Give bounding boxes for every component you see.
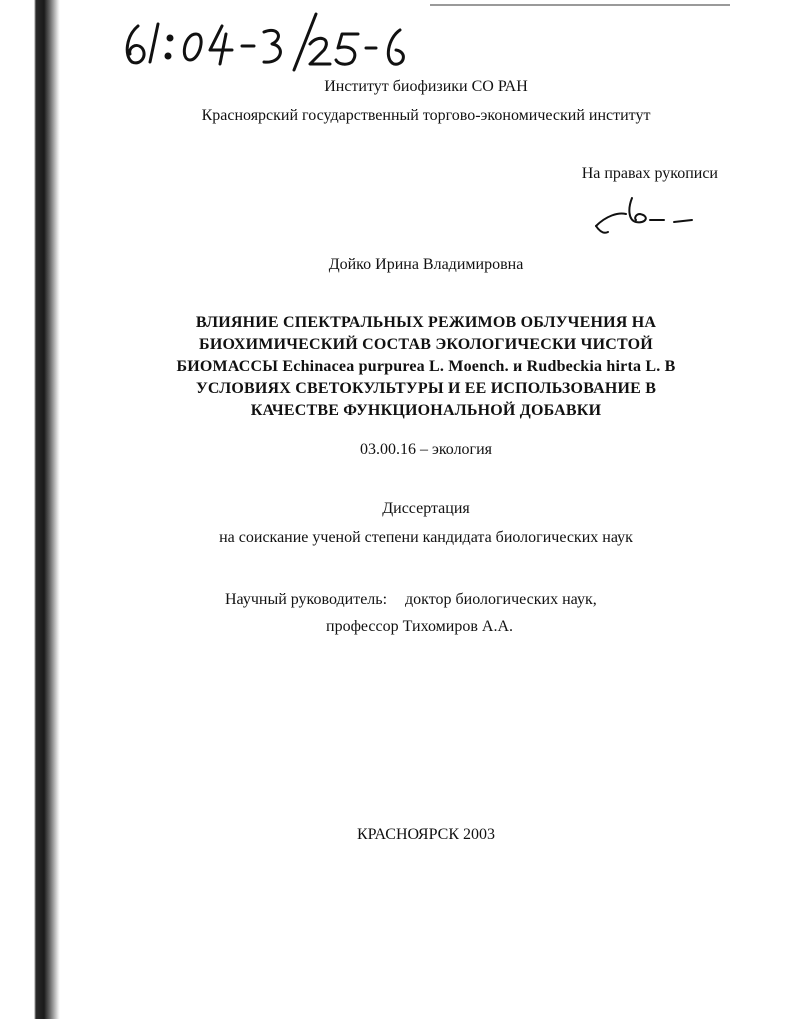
manuscript-rights-label: На правах рукописи — [581, 165, 718, 182]
scan-binding-edge — [0, 0, 60, 1019]
title-line: БИОМАССЫ Echinacea purpurea L. Moench. и Rudbeckia hirta L. В — [176, 358, 676, 375]
title-line: УСЛОВИЯХ СВЕТОКУЛЬТУРЫ И ЕЕ ИСПОЛЬЗОВАНИЕ В — [195, 380, 657, 397]
advisor-name: профессор Тихомиров А.А. — [326, 618, 514, 635]
advisor-degree: доктор биологических наук, — [405, 591, 597, 608]
dissertation-title — [60, 312, 792, 422]
author-name: Дойко Ирина Владимировна — [328, 256, 524, 273]
specialty: 03.00.16 – экология — [359, 441, 493, 458]
degree-line: на соискание ученой степени кандидата биологических наук — [219, 529, 633, 546]
institution-2: Красноярский государственный торгово-экономический институт — [201, 107, 651, 124]
city-year: КРАСНОЯРСК 2003 — [356, 826, 496, 843]
advisor-line — [225, 591, 597, 609]
handwritten-archive-code — [118, 8, 408, 78]
scan-top-edge — [430, 4, 730, 6]
title-line: КАЧЕСТВЕ ФУНКЦИОНАЛЬНОЙ ДОБАВКИ — [250, 402, 602, 419]
title-line: ВЛИЯНИЕ СПЕКТРАЛЬНЫХ РЕЖИМОВ ОБЛУЧЕНИЯ НА — [195, 314, 657, 331]
advisor-label: Научный руководитель: — [225, 591, 388, 608]
title-line: БИОХИМИЧЕСКИЙ СОСТАВ ЭКОЛОГИЧЕСКИ ЧИСТОЙ — [199, 336, 653, 353]
document-type: Диссертация — [382, 500, 470, 517]
institution-1: Институт биофизики СО РАН — [324, 78, 528, 95]
signature — [592, 196, 702, 238]
